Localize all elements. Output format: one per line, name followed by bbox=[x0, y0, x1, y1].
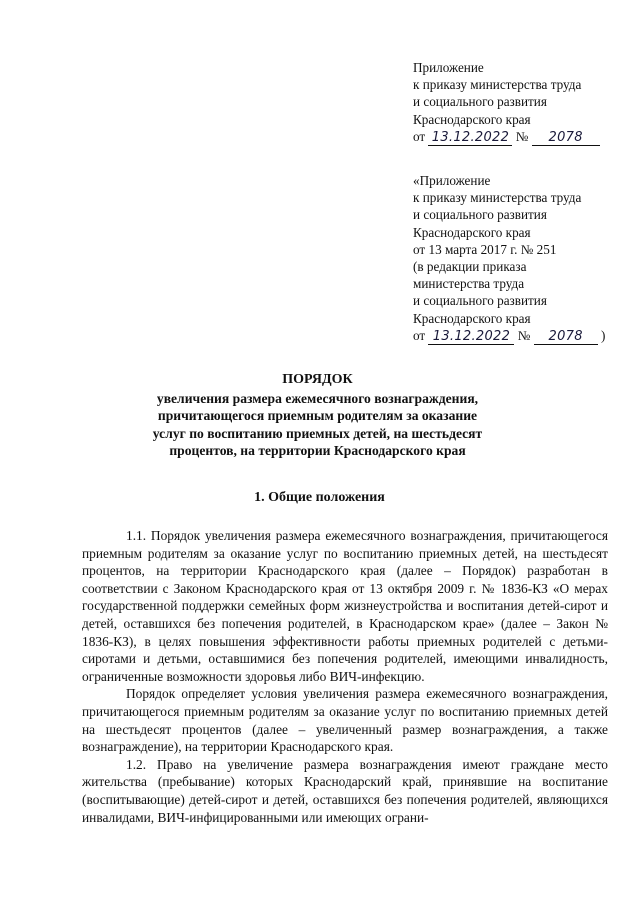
handwritten-number: 2078 bbox=[534, 330, 598, 345]
attachment-line: (в редакции приказа bbox=[413, 259, 527, 275]
closing-paren: ) bbox=[600, 327, 606, 343]
attachment-line: «Приложение bbox=[413, 173, 491, 188]
attachment-line: от 13 марта 2017 г. № 251 bbox=[413, 241, 557, 257]
title-subtitle-line: услуг по воспитанию приемных детей, на шестьдесят bbox=[152, 425, 483, 441]
attachment-line: Приложение bbox=[413, 60, 484, 75]
attachment-line: и социального развития bbox=[413, 94, 547, 110]
attachment-date-line bbox=[413, 128, 628, 146]
attachment-line: к приказу министерства труда bbox=[413, 190, 582, 206]
paragraph: Порядок определяет условия увеличения размера ежемесячного вознаграждения, причитающегося приемным родителям за оказание услуг по воспитанию приемных детей на шестьдесят процентов (далее – увеличенный размер вознаграждения, а также вознаграждение), на территории Краснодарского края. bbox=[82, 686, 608, 755]
handwritten-date: 13.12.2022 bbox=[428, 131, 512, 146]
handwritten-date: 13.12.2022 bbox=[428, 330, 514, 345]
paragraph: 1.2. Право на увеличение размера вознаграждения имеют граждане место жительства (пребывание) которых Краснодарский край, принявшие на воспитание (воспитывающие) детей-сирот и детей, оставшихся без попечения родителей, являющихся инвалидами, ВИЧ-инфицированными или имеющих ограни- bbox=[82, 756, 608, 825]
attachment-line: Краснодарского края bbox=[413, 310, 531, 326]
title-subtitle-line: процентов, на территории Краснодарского края bbox=[169, 443, 466, 459]
document-title bbox=[100, 371, 535, 460]
attachment-line: Краснодарского края bbox=[413, 111, 531, 127]
section-heading: 1. Общие положения bbox=[254, 490, 385, 505]
attachment-line: Краснодарского края bbox=[413, 224, 531, 240]
number-label: № bbox=[515, 128, 529, 144]
attachment-date-line bbox=[413, 327, 628, 345]
from-label: от bbox=[413, 128, 426, 144]
handwritten-number: 2078 bbox=[532, 131, 600, 146]
from-label: от bbox=[413, 327, 426, 343]
attachment-line: и социального развития bbox=[413, 207, 547, 223]
attachment-header-1 bbox=[413, 59, 628, 146]
paragraph: 1.1. Порядок увеличения размера ежемесячного вознаграждения, причитающегося приемным родителям за оказание услуг по воспитанию приемных детей, на шестьдесят процентов, на территории Краснодарского края (далее – Порядок) разработан в соответствии с Законом Краснодарского края от 13 октября 2009 г. № 1836-КЗ «О мерах государственной поддержки семейных форм жизнеустройства и воспитания детей-сирот и детей, оставшихся без попечения родителей, в Краснодарском крае» (далее – Закон № 1836-КЗ), в целях повышения эффективности работы приемных родителей с детьми-сиротами и детьми, оставшимися без попечения родителей, имеющими инвалидность, ограниченные возможности здоровья либо ВИЧ-инфекцию. bbox=[82, 528, 608, 684]
attachment-line: министерства труда bbox=[413, 276, 525, 292]
number-label: № bbox=[517, 327, 531, 343]
document-body bbox=[82, 527, 608, 826]
title-subtitle-line: увеличения размера ежемесячного вознаграждения, bbox=[156, 390, 479, 406]
title-subtitle-line: причитающегося приемным родителям за оказание bbox=[157, 408, 478, 424]
title-main: ПОРЯДОК bbox=[282, 372, 353, 387]
attachment-line: и социального развития bbox=[413, 293, 547, 309]
attachment-line: к приказу министерства труда bbox=[413, 77, 582, 93]
attachment-header-2 bbox=[413, 172, 628, 345]
